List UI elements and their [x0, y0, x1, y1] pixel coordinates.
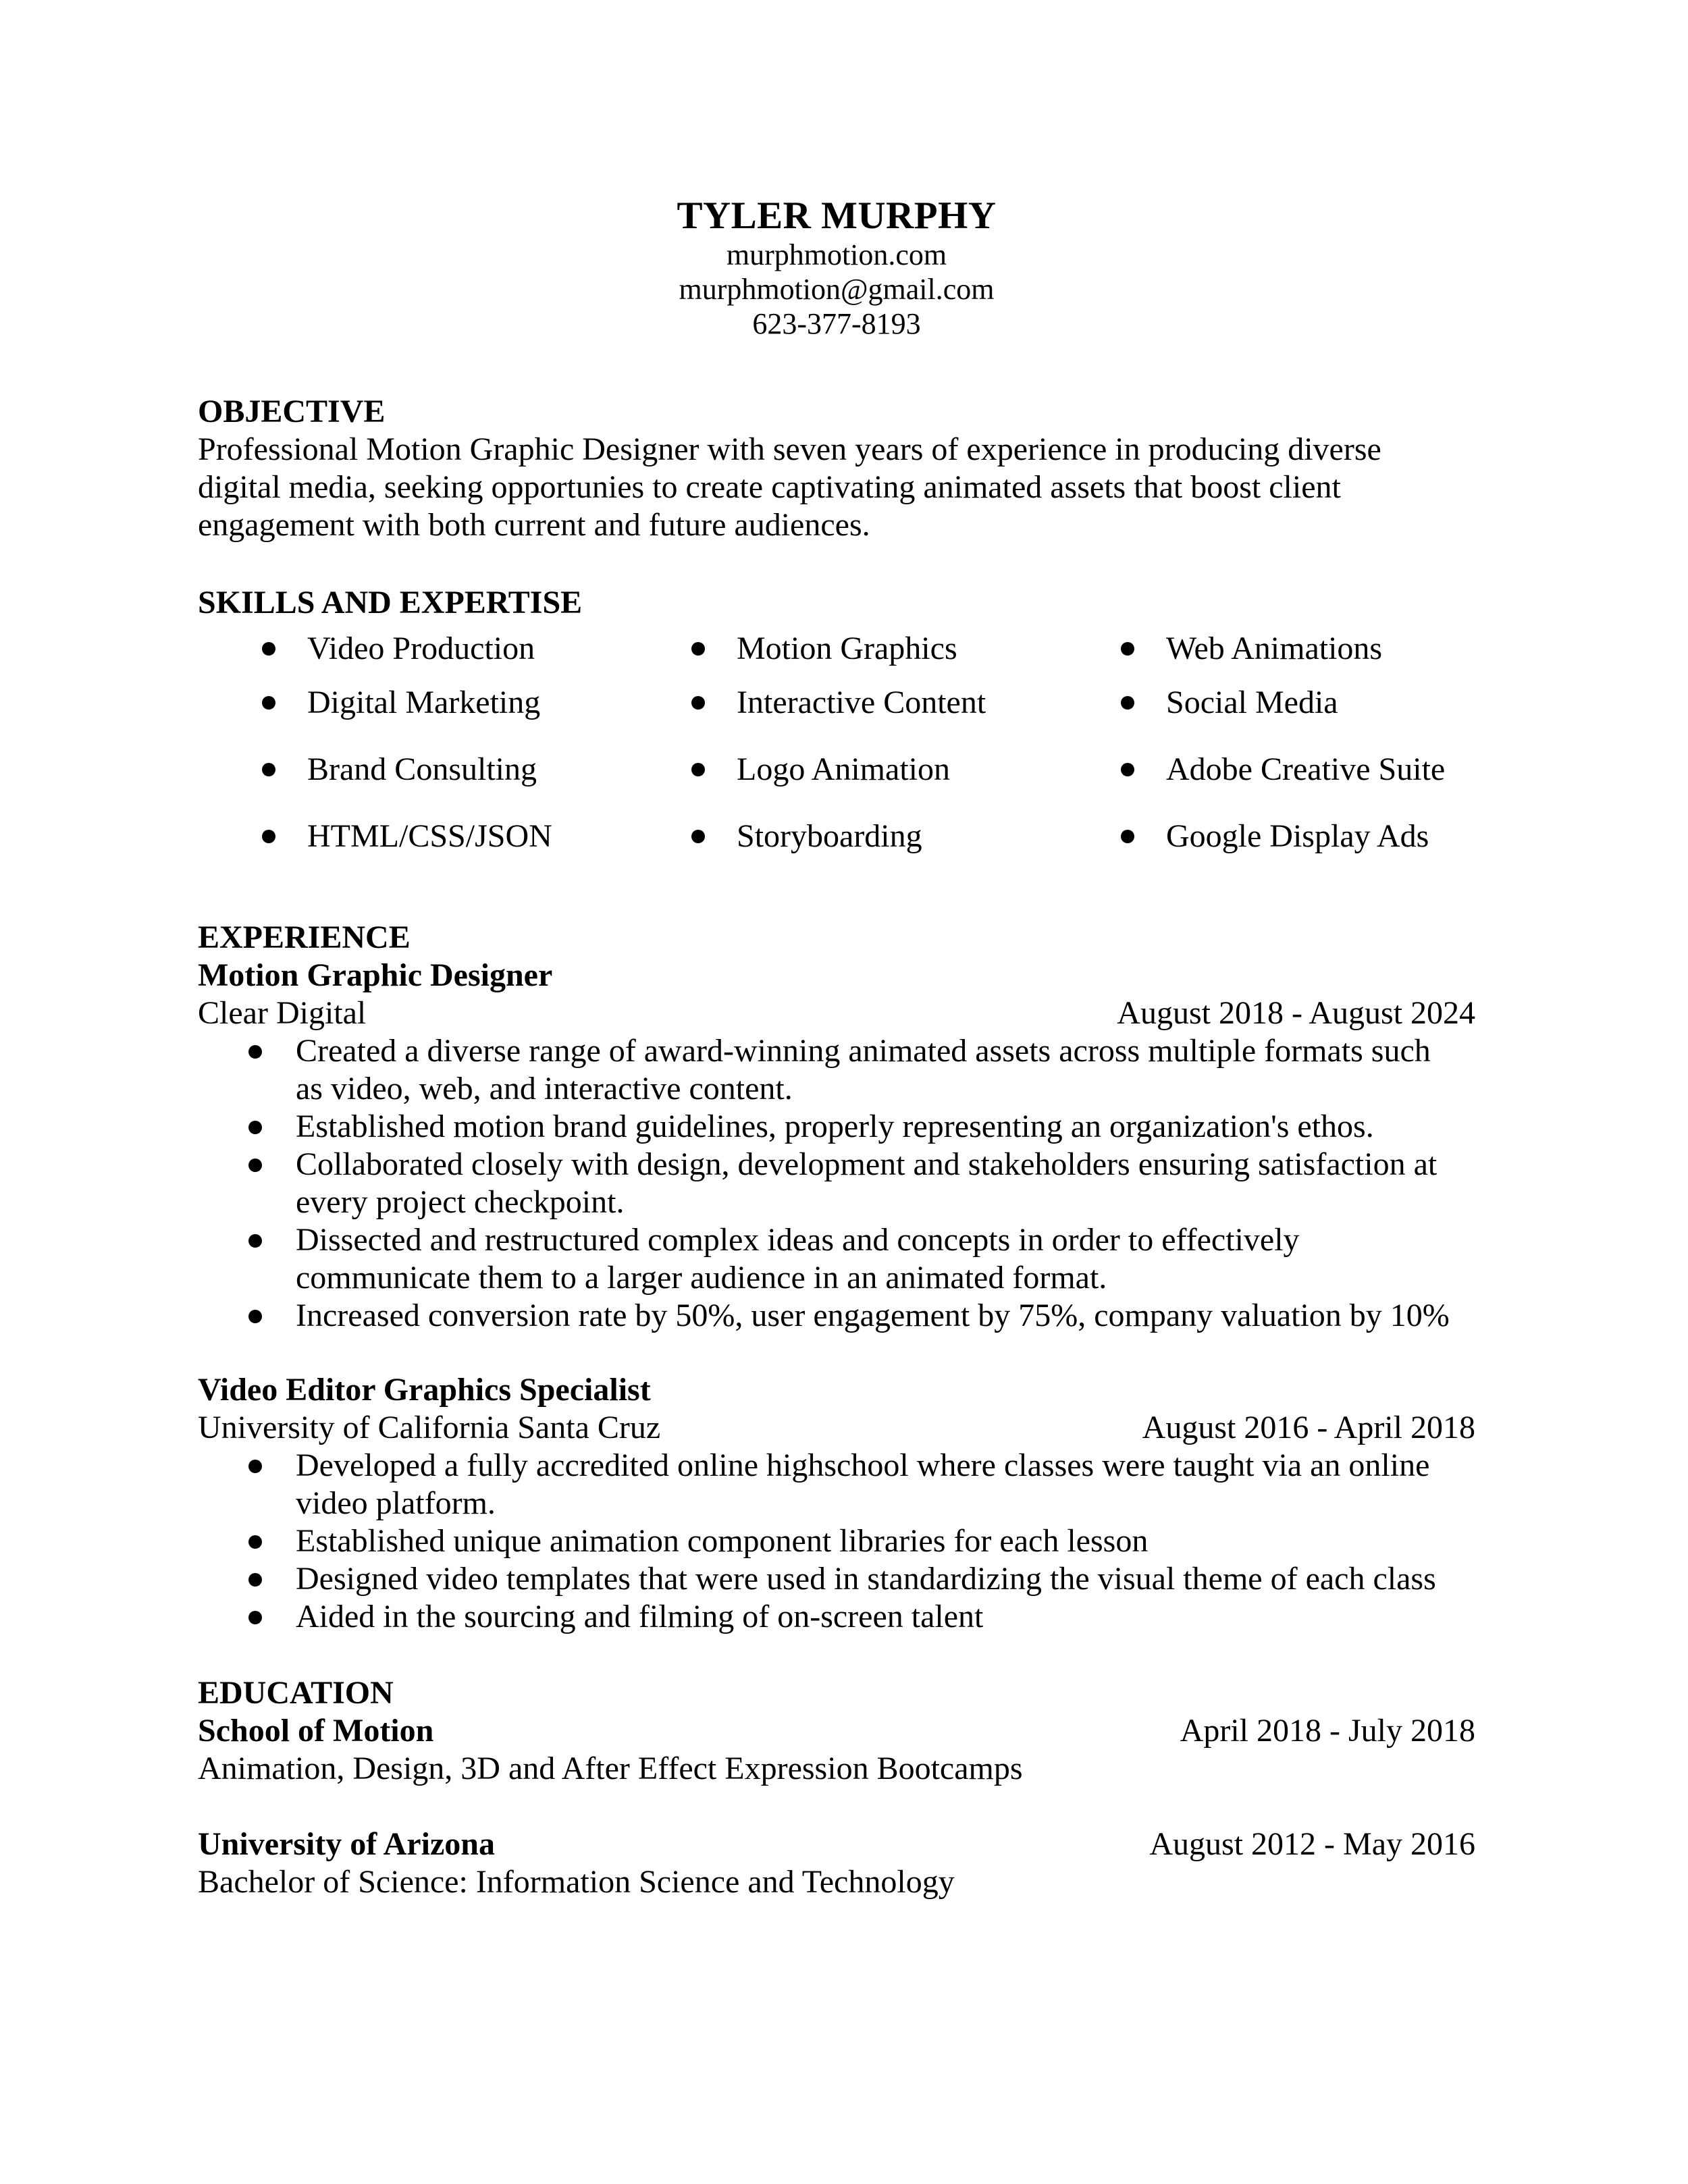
- bullet-icon: [262, 830, 275, 843]
- skill-label: Digital Marketing: [307, 684, 541, 720]
- bullet-icon: [248, 1611, 262, 1624]
- bullet-item: [296, 1032, 1475, 1108]
- skill-label: Brand Consulting: [307, 751, 537, 787]
- bullet-icon: [1121, 642, 1134, 656]
- education-entry: [198, 1712, 1475, 1788]
- bullet-icon: [248, 1158, 262, 1172]
- bullet-item: [296, 1522, 1475, 1560]
- section-title-experience: EXPERIENCE: [198, 920, 411, 955]
- skill-label: Storyboarding: [737, 818, 922, 854]
- education-detail: Bachelor of Science: Information Science and Technology: [198, 1864, 955, 1900]
- section-title-skills: SKILLS AND EXPERTISE: [198, 585, 583, 620]
- bullet-line: every project checkpoint.: [296, 1184, 625, 1220]
- skill-label: Adobe Creative Suite: [1166, 751, 1446, 787]
- resume-header: [198, 194, 1475, 341]
- bullet-icon: [248, 1310, 262, 1323]
- job-title: Motion Graphic Designer: [198, 957, 553, 993]
- company-name: Clear Digital: [198, 995, 367, 1031]
- bullet-icon: [691, 830, 705, 843]
- bullet-line: Collaborated closely with design, development and stakeholders ensuring satisfaction at: [296, 1146, 1438, 1182]
- skill-item: [627, 736, 1057, 803]
- bullet-line: Aided in the sourcing and filming of on-screen talent: [296, 1599, 984, 1634]
- skill-item: [627, 669, 1057, 736]
- education-entry: [198, 1826, 1475, 1901]
- skill-label: Web Animations: [1166, 631, 1383, 666]
- objective-section: [198, 392, 1475, 544]
- objective-line: engagement with both current and future audiences.: [198, 507, 870, 543]
- job-dates: August 2016 - April 2018: [1142, 1410, 1475, 1445]
- bullet-line: Increased conversion rate by 50%, user engagement by 75%, company valuation by 10%: [296, 1298, 1450, 1333]
- job-title: Video Editor Graphics Specialist: [198, 1372, 651, 1408]
- education-detail: Animation, Design, 3D and After Effect Expression Bootcamps: [198, 1751, 1023, 1786]
- bullet-icon: [1121, 830, 1134, 843]
- bullet-icon: [248, 1045, 262, 1059]
- bullet-icon: [262, 642, 275, 656]
- bullet-icon: [248, 1121, 262, 1134]
- skill-item: [198, 669, 627, 736]
- skill-item: [1057, 629, 1475, 669]
- bullet-icon: [248, 1535, 262, 1549]
- bullet-icon: [248, 1460, 262, 1473]
- phone-number: 623-377-8193: [752, 307, 921, 340]
- job-bullets: [198, 1447, 1475, 1636]
- bullet-icon: [691, 642, 705, 656]
- bullet-icon: [262, 763, 275, 776]
- skill-item: [1057, 669, 1475, 736]
- bullet-line: Designed video templates that were used in standardizing the visual theme of each class: [296, 1561, 1436, 1597]
- bullet-line: Developed a fully accredited online highschool where classes were taught via an online: [296, 1447, 1430, 1483]
- bullet-icon: [1121, 696, 1134, 710]
- bullet-icon: [248, 1573, 262, 1587]
- skill-label: Video Production: [307, 631, 535, 666]
- bullet-item: [296, 1560, 1475, 1598]
- school-name: University of Arizona: [198, 1826, 495, 1862]
- skill-label: Social Media: [1166, 684, 1338, 720]
- skill-item: [1057, 803, 1475, 870]
- bullet-line: Created a diverse range of award-winning animated assets across multiple formats such: [296, 1033, 1431, 1069]
- skills-section: [198, 583, 1475, 870]
- education-meta: [198, 1826, 1475, 1863]
- job-entry: [198, 957, 1475, 1335]
- skill-label: Google Display Ads: [1166, 818, 1429, 854]
- job-meta: [198, 994, 1475, 1032]
- education-meta: [198, 1712, 1475, 1750]
- job-meta: [198, 1409, 1475, 1447]
- education-section: [198, 1674, 1475, 1901]
- skill-label: Interactive Content: [737, 684, 986, 720]
- skill-item: [198, 803, 627, 870]
- bullet-item: [296, 1598, 1475, 1636]
- bullet-item: [296, 1108, 1475, 1146]
- bullet-line: communicate them to a larger audience in an animated format.: [296, 1260, 1107, 1296]
- company-name: University of California Santa Cruz: [198, 1410, 661, 1445]
- bullet-icon: [691, 696, 705, 710]
- skill-item: [198, 629, 627, 669]
- skill-label: Motion Graphics: [737, 631, 957, 666]
- section-title-objective: OBJECTIVE: [198, 394, 386, 429]
- candidate-name: TYLER MURPHY: [677, 194, 997, 237]
- education-dates: April 2018 - July 2018: [1180, 1713, 1475, 1749]
- bullet-line: video platform.: [296, 1485, 496, 1521]
- website-link[interactable]: murphmotion.com: [726, 238, 947, 271]
- skill-label: HTML/CSS/JSON: [307, 818, 552, 854]
- bullet-item: [296, 1297, 1475, 1335]
- bullet-line: Established motion brand guidelines, properly representing an organization's ethos.: [296, 1109, 1374, 1144]
- bullet-line: Dissected and restructured complex ideas and concepts in order to effectively: [296, 1222, 1300, 1258]
- bullet-icon: [691, 763, 705, 776]
- email-link[interactable]: murphmotion@gmail.com: [679, 273, 995, 306]
- skills-grid: [198, 629, 1475, 870]
- objective-line: Professional Motion Graphic Designer with seven years of experience in producing diverse: [198, 431, 1381, 467]
- bullet-icon: [262, 696, 275, 710]
- section-title-education: EDUCATION: [198, 1675, 394, 1711]
- school-name: School of Motion: [198, 1713, 434, 1749]
- objective-line: digital media, seeking opportunies to create captivating animated assets that boost client: [198, 469, 1341, 505]
- job-bullets: [198, 1032, 1475, 1335]
- experience-section: [198, 918, 1475, 1636]
- job-entry: [198, 1371, 1475, 1636]
- bullet-icon: [1121, 763, 1134, 776]
- skill-item: [1057, 736, 1475, 803]
- skill-item: [627, 803, 1057, 870]
- bullet-icon: [248, 1234, 262, 1248]
- bullet-item: [296, 1146, 1475, 1221]
- bullet-item: [296, 1221, 1475, 1297]
- resume-content: [198, 194, 1475, 1901]
- bullet-item: [296, 1447, 1475, 1522]
- bullet-line: Established unique animation component libraries for each lesson: [296, 1523, 1149, 1559]
- bullet-line: as video, web, and interactive content.: [296, 1071, 793, 1107]
- education-dates: August 2012 - May 2016: [1149, 1826, 1475, 1862]
- skill-item: [198, 736, 627, 803]
- objective-text: [198, 431, 1475, 544]
- job-dates: August 2018 - August 2024: [1117, 995, 1475, 1031]
- skill-item: [627, 629, 1057, 669]
- skill-label: Logo Animation: [737, 751, 950, 787]
